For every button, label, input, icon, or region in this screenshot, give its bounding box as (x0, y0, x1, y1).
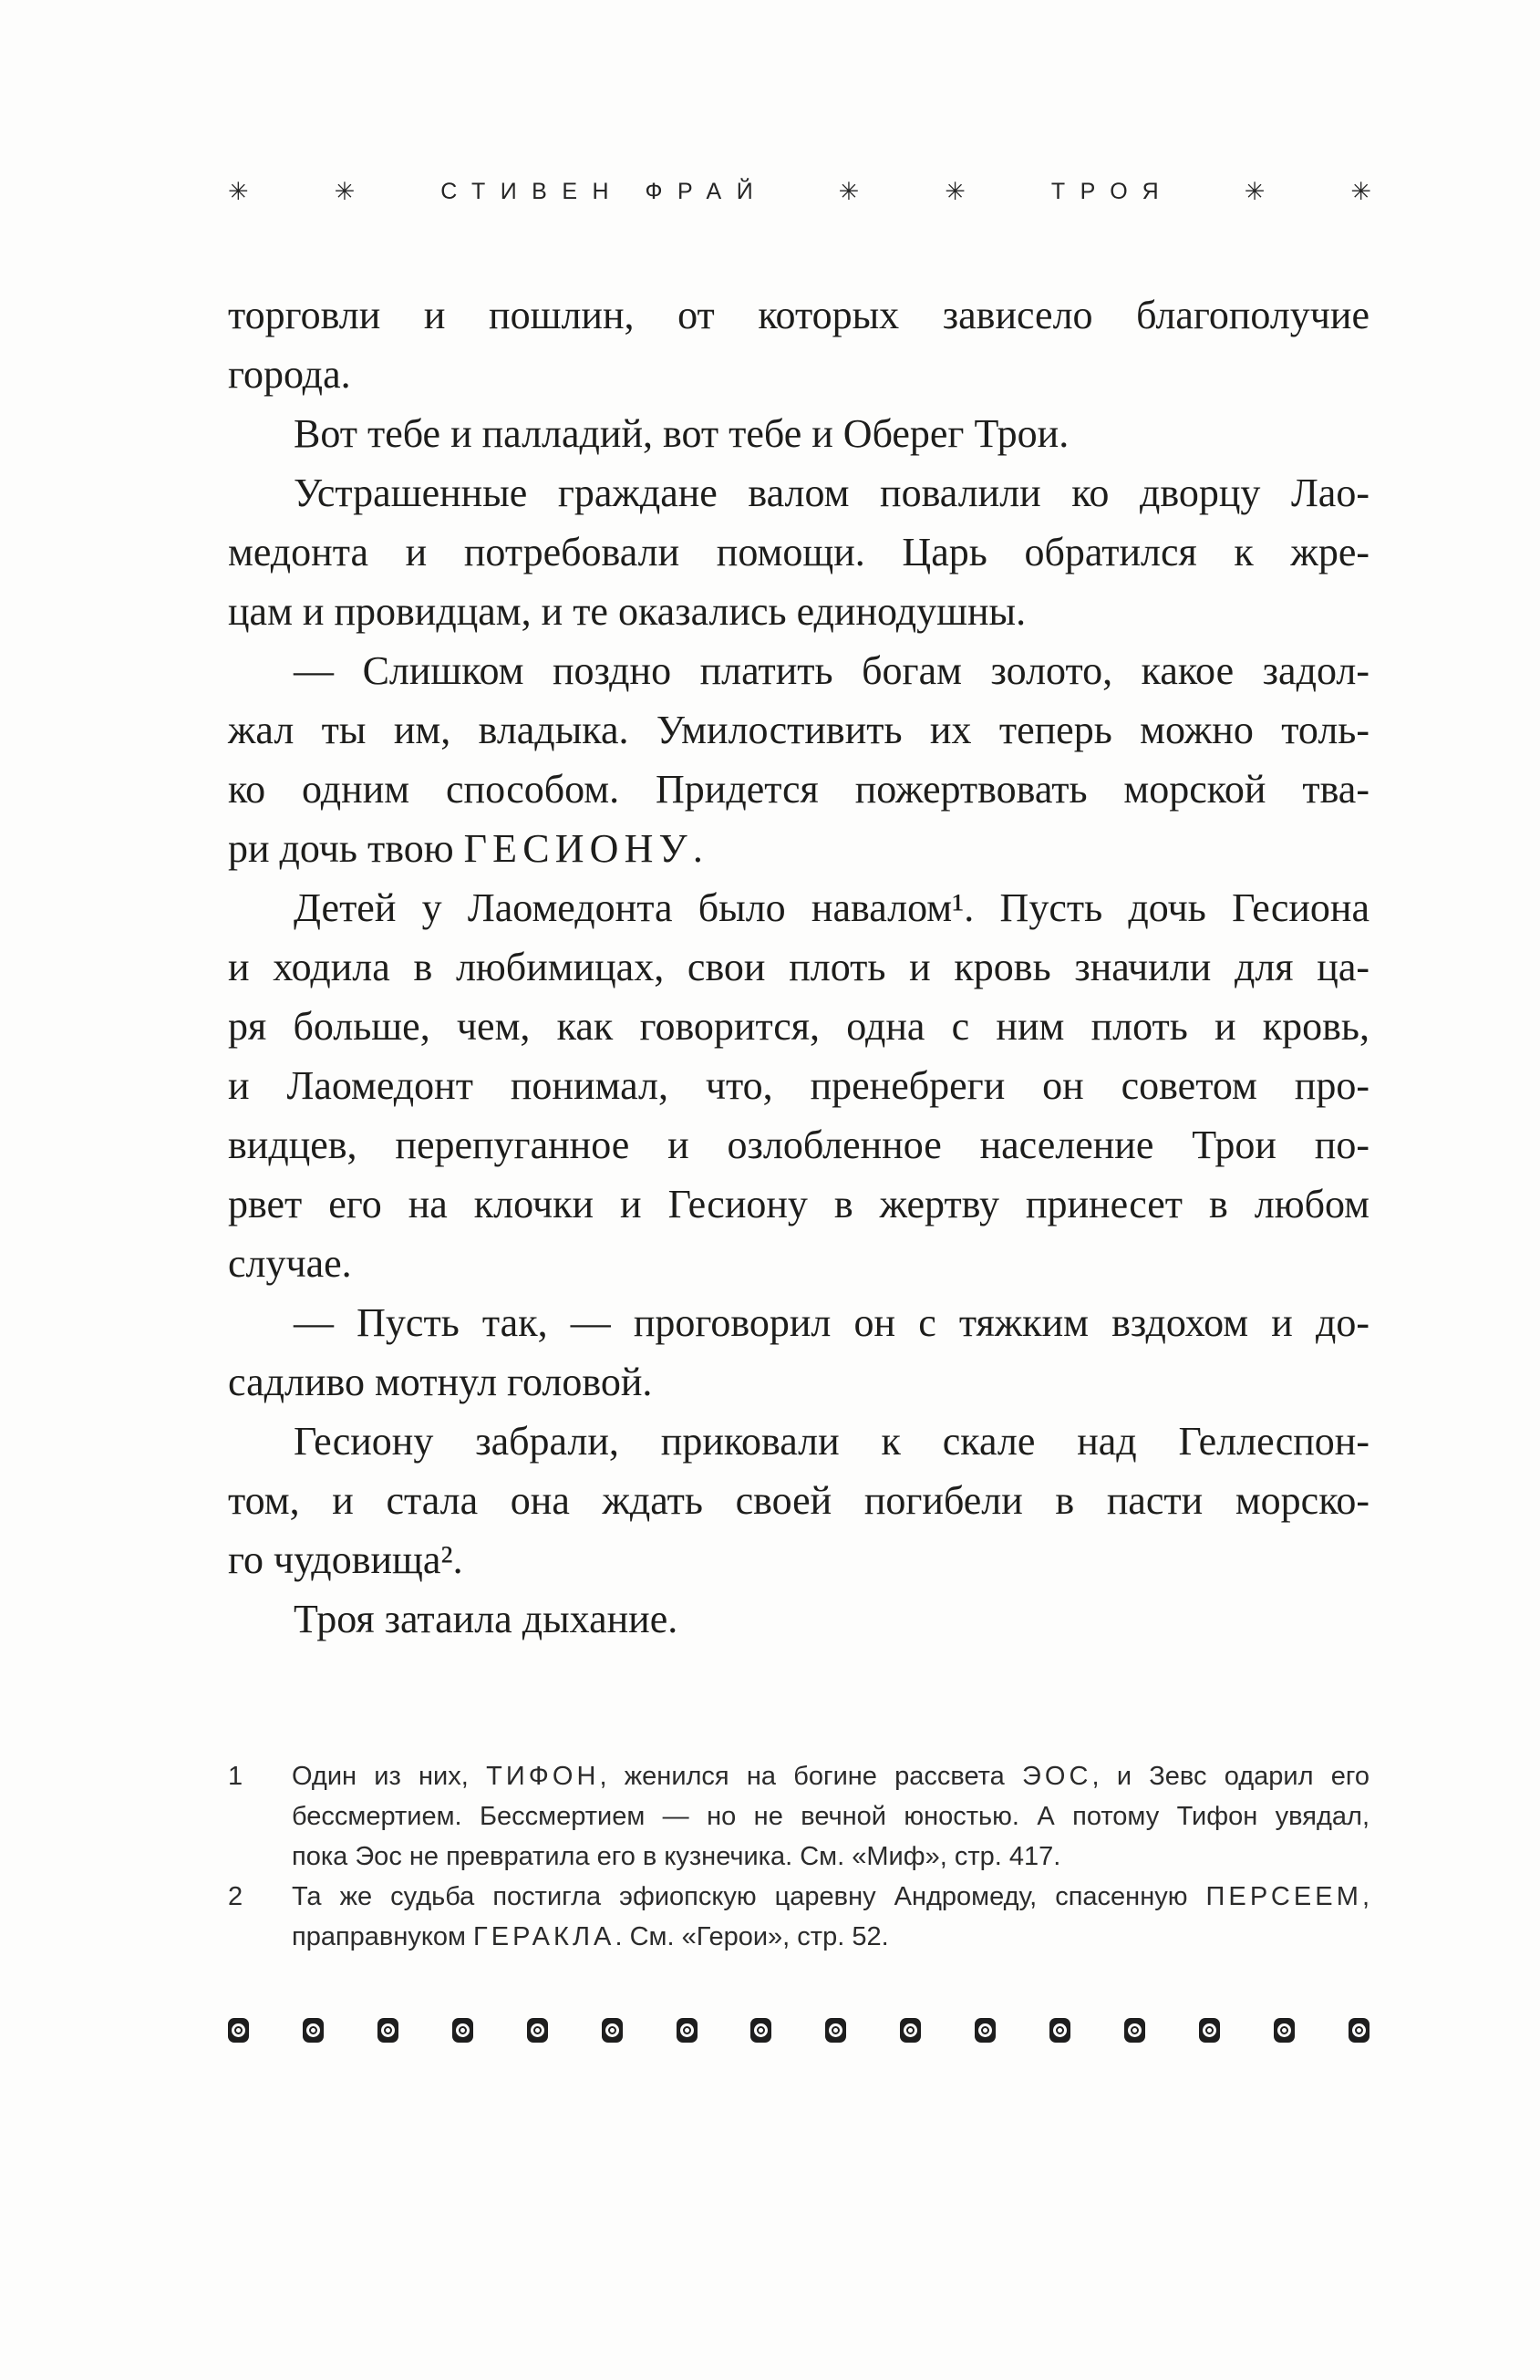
square-circle-ornament-icon (677, 2018, 698, 2043)
spaced-caps-text: ГЕСИОНУ (463, 826, 693, 871)
ornament-ring (1203, 2023, 1216, 2037)
body-line (228, 760, 1369, 819)
footnote-line (292, 1756, 1369, 1796)
text-segment: Детей у Лаомедонта было навалом¹. Пусть дочь Гесиона (294, 885, 1369, 930)
body-line (228, 285, 1369, 345)
body-line (228, 641, 1369, 700)
ornament-dot (1205, 2026, 1214, 2034)
text-segment: . (692, 826, 703, 871)
text-segment: том, и стала она ждать своей погибели в пасти морско- (228, 1478, 1369, 1523)
text-segment: Один из них, (292, 1762, 487, 1791)
text-segment: цам и провидцам, и те оказались единодушны. (228, 589, 1027, 634)
ornament-ring (904, 2023, 917, 2037)
text-segment: Троя затаила дыхание. (294, 1597, 678, 1641)
asterisk-icon: ✳ (228, 178, 249, 206)
ornament-dot (384, 2026, 392, 2034)
body-line (228, 1471, 1369, 1530)
text-segment: и ходила в любимицах, свои плоть и кровь значили для ца- (228, 945, 1369, 989)
asterisk-icon: ✳ (334, 178, 356, 206)
asterisk-icon: ✳ (1350, 178, 1371, 206)
square-circle-ornament-icon (452, 2018, 473, 2043)
body-line (228, 1589, 1369, 1649)
text-segment: бессмертием. Бессмертием — но не вечной юностью. А потому Тифон увядал, (292, 1802, 1369, 1831)
text-segment: праправнуком (292, 1922, 473, 1951)
ornament-dot (234, 2026, 243, 2034)
text-segment: — Пусть так, — проговорил он с тяжким вздохом и до- (294, 1300, 1369, 1345)
footnote-number: 2 (228, 1882, 243, 1911)
square-circle-ornament-icon (602, 2018, 623, 2043)
ornament-row (228, 2018, 1369, 2043)
text-segment: города. (228, 352, 351, 397)
text-segment: жал ты им, владыка. Умилостивить их теперь можно толь- (228, 708, 1369, 752)
ornament-ring (306, 2023, 320, 2037)
ornament-ring (829, 2023, 842, 2037)
square-circle-ornament-icon (900, 2018, 921, 2043)
ornament-dot (981, 2026, 989, 2034)
body-line (228, 1530, 1369, 1589)
text-segment: Устрашенные граждане валом повалили ко дворцу Лао- (294, 471, 1369, 515)
body-line (228, 1115, 1369, 1174)
ornament-dot (683, 2026, 691, 2034)
square-circle-ornament-icon (750, 2018, 771, 2043)
footnotes (228, 1756, 1369, 1957)
ornament-dot (309, 2026, 317, 2034)
text-segment: садливо мотнул головой. (228, 1360, 653, 1404)
text-segment: Вот тебе и палладий, вот тебе и Оберег Трои. (294, 411, 1070, 456)
text-segment: Гесиону забрали, приковали к скале над Геллеспон- (294, 1419, 1369, 1464)
text-segment: пока Эос не превратила его в кузнечика. См. «Миф», стр. 417. (292, 1842, 1061, 1871)
text-segment: го чудовища². (228, 1537, 463, 1582)
spaced-caps-text: ПЕРСЕЕМ (1205, 1882, 1362, 1911)
square-circle-ornament-icon (228, 2018, 249, 2043)
spaced-caps-text: ТИФОН (486, 1762, 600, 1791)
body-text (228, 285, 1369, 1649)
square-circle-ornament-icon (1274, 2018, 1295, 2043)
footnote-line (292, 1837, 1369, 1877)
ornament-ring (680, 2023, 694, 2037)
square-circle-ornament-icon (377, 2018, 398, 2043)
text-segment: — Слишком поздно платить богам золото, какое задол- (294, 648, 1369, 693)
footnote-number: 1 (228, 1762, 243, 1791)
spaced-caps-text: ГЕРАКЛА (472, 1922, 615, 1951)
ornament-dot (906, 2026, 915, 2034)
text-segment: . См. «Герои», стр. 52. (615, 1922, 889, 1951)
square-circle-ornament-icon (1199, 2018, 1220, 2043)
ornament-ring (232, 2023, 245, 2037)
ornament-dot (757, 2026, 765, 2034)
running-header-title: ТРОЯ (1050, 179, 1174, 204)
body-line (228, 819, 1369, 878)
ornament-ring (531, 2023, 544, 2037)
text-segment: случае. (228, 1241, 352, 1286)
running-header (228, 179, 1371, 205)
body-line (228, 997, 1369, 1056)
body-line (228, 404, 1369, 463)
text-segment: видцев, перепуганное и озлобленное население Трои по- (228, 1123, 1369, 1167)
body-line (228, 523, 1369, 582)
ornament-ring (1277, 2023, 1291, 2037)
footnote-text (292, 1756, 1369, 1877)
body-line (228, 700, 1369, 760)
text-segment: медонта и потребовали помощи. Царь обратился к жре- (228, 530, 1369, 574)
square-circle-ornament-icon (825, 2018, 846, 2043)
asterisk-icon: ✳ (945, 178, 966, 206)
running-header-title: СТИВЕН ФРАЙ (440, 179, 769, 204)
body-line (228, 582, 1369, 641)
text-segment: ри дочь твою (228, 826, 464, 871)
square-circle-ornament-icon (1049, 2018, 1070, 2043)
footnote (228, 1877, 1369, 1957)
footnote-text (292, 1877, 1369, 1957)
text-segment: рвет его на клочки и Гесиону в жертву принесет в любом (228, 1182, 1369, 1226)
ornament-ring (456, 2023, 470, 2037)
square-circle-ornament-icon (303, 2018, 324, 2043)
square-circle-ornament-icon (1124, 2018, 1145, 2043)
ornament-dot (1131, 2026, 1139, 2034)
asterisk-icon: ✳ (838, 178, 860, 206)
body-line (228, 878, 1369, 937)
asterisk-icon: ✳ (1244, 178, 1266, 206)
text-segment: , (1361, 1882, 1369, 1911)
ornament-ring (1128, 2023, 1142, 2037)
ornament-ring (1053, 2023, 1067, 2037)
footnote-line (292, 1796, 1369, 1837)
body-line (228, 937, 1369, 997)
footnote (228, 1756, 1369, 1877)
ornament-ring (605, 2023, 619, 2037)
text-segment: ря больше, чем, как говорится, одна с ним плоть и кровь, (228, 1004, 1369, 1049)
square-circle-ornament-icon (527, 2018, 548, 2043)
text-segment: , женился на богине рассвета (599, 1762, 1023, 1791)
body-line (228, 1352, 1369, 1412)
body-line (228, 1234, 1369, 1293)
footnote-line (292, 1917, 1369, 1957)
ornament-dot (832, 2026, 840, 2034)
body-line (228, 1174, 1369, 1234)
ornament-dot (608, 2026, 616, 2034)
body-line (228, 1293, 1369, 1352)
text-segment: ко одним способом. Придется пожертвовать морской тва- (228, 767, 1369, 812)
ornament-ring (978, 2023, 992, 2037)
body-line (228, 1412, 1369, 1471)
ornament-ring (381, 2023, 395, 2037)
ornament-ring (754, 2023, 768, 2037)
ornament-dot (533, 2026, 542, 2034)
text-segment: Та же судьба постигла эфиопскую царевну Андромеду, спасенную (292, 1882, 1206, 1911)
text-segment: и Лаомедонт понимал, что, пренебреги он советом про- (228, 1063, 1369, 1108)
spaced-caps-text: ЭОС (1022, 1762, 1092, 1791)
ornament-dot (1056, 2026, 1064, 2034)
square-circle-ornament-icon (975, 2018, 996, 2043)
body-line (228, 463, 1369, 523)
ornament-ring (1352, 2023, 1366, 2037)
text-segment: торговли и пошлин, от которых зависело благополучие (228, 293, 1369, 337)
ornament-dot (459, 2026, 467, 2034)
footnote-line (292, 1877, 1369, 1917)
ornament-dot (1355, 2026, 1363, 2034)
text-segment: , и Зевс одарил его (1091, 1762, 1369, 1791)
body-line (228, 345, 1369, 404)
square-circle-ornament-icon (1349, 2018, 1369, 2043)
body-line (228, 1056, 1369, 1115)
ornament-dot (1280, 2026, 1288, 2034)
